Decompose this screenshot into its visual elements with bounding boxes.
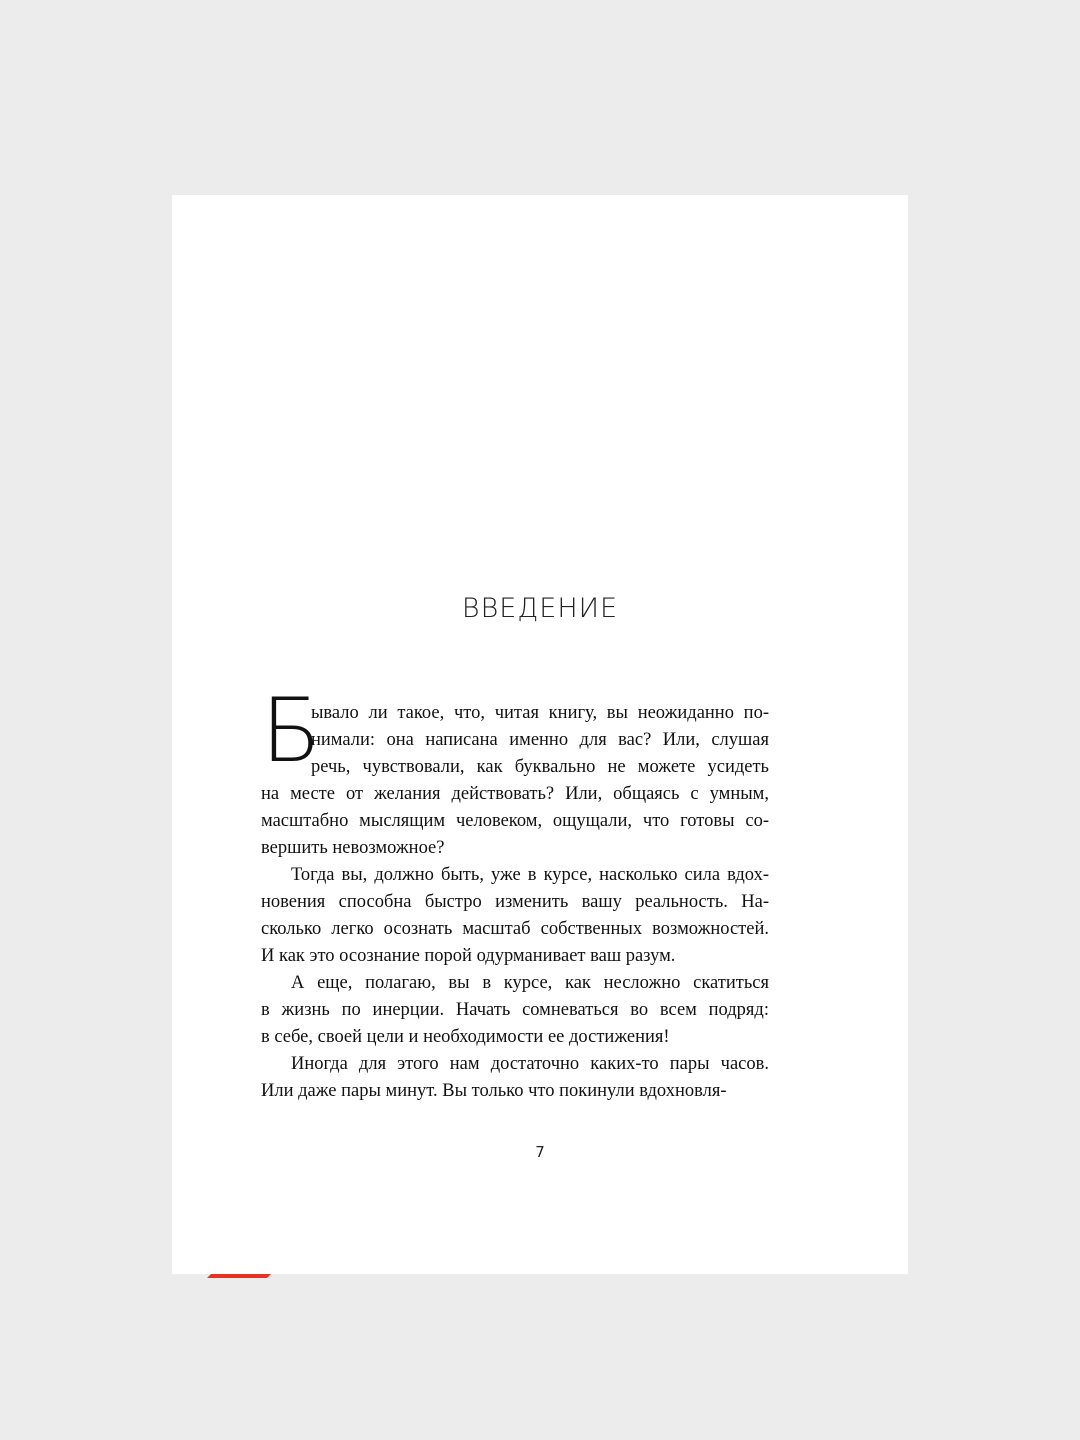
- text-line: сколько легко осознать масштаб собственных возможностей.: [261, 919, 769, 939]
- text-line: А еще, полагаю, вы в курсе, как несложно скатиться: [291, 973, 769, 993]
- text-line: вершить невозможное?: [261, 838, 445, 858]
- book-page: [172, 195, 908, 1274]
- text-line: И как это осознание порой одурманивает ваш разум.: [261, 946, 676, 966]
- text-line: Тогда вы, должно быть, уже в курсе, насколько сила вдох-: [291, 865, 769, 885]
- text-line: нимали: она написана именно для вас? Или, слушая: [311, 730, 769, 750]
- page-number: 7: [535, 1143, 545, 1161]
- text-line: на месте от желания действовать? Или, общаясь с умным,: [261, 784, 769, 804]
- text-line: ывало ли такое, что, читая книгу, вы неожиданно по-: [311, 703, 769, 723]
- text-line: в себе, своей цели и необходимости ее достижения!: [261, 1027, 670, 1047]
- drop-cap: Б: [261, 679, 322, 782]
- text-line: речь, чувствовали, как буквально не можете усидеть: [311, 757, 769, 777]
- text-line: масштабно мыслящим человеком, ощущали, что готовы со-: [261, 811, 769, 831]
- text-line: Или даже пары минут. Вы только что покинули вдохновля-: [261, 1081, 727, 1101]
- body-text: [261, 700, 769, 1105]
- chapter-title: ВВЕДЕНИЕ: [461, 593, 619, 624]
- text-line: новения способна быстро изменить вашу реальность. На-: [261, 892, 769, 912]
- text-line: Иногда для этого нам достаточно каких-то пары часов.: [291, 1054, 769, 1074]
- text-line: в жизнь по инерции. Начать сомневаться во всем подряд:: [261, 1000, 769, 1020]
